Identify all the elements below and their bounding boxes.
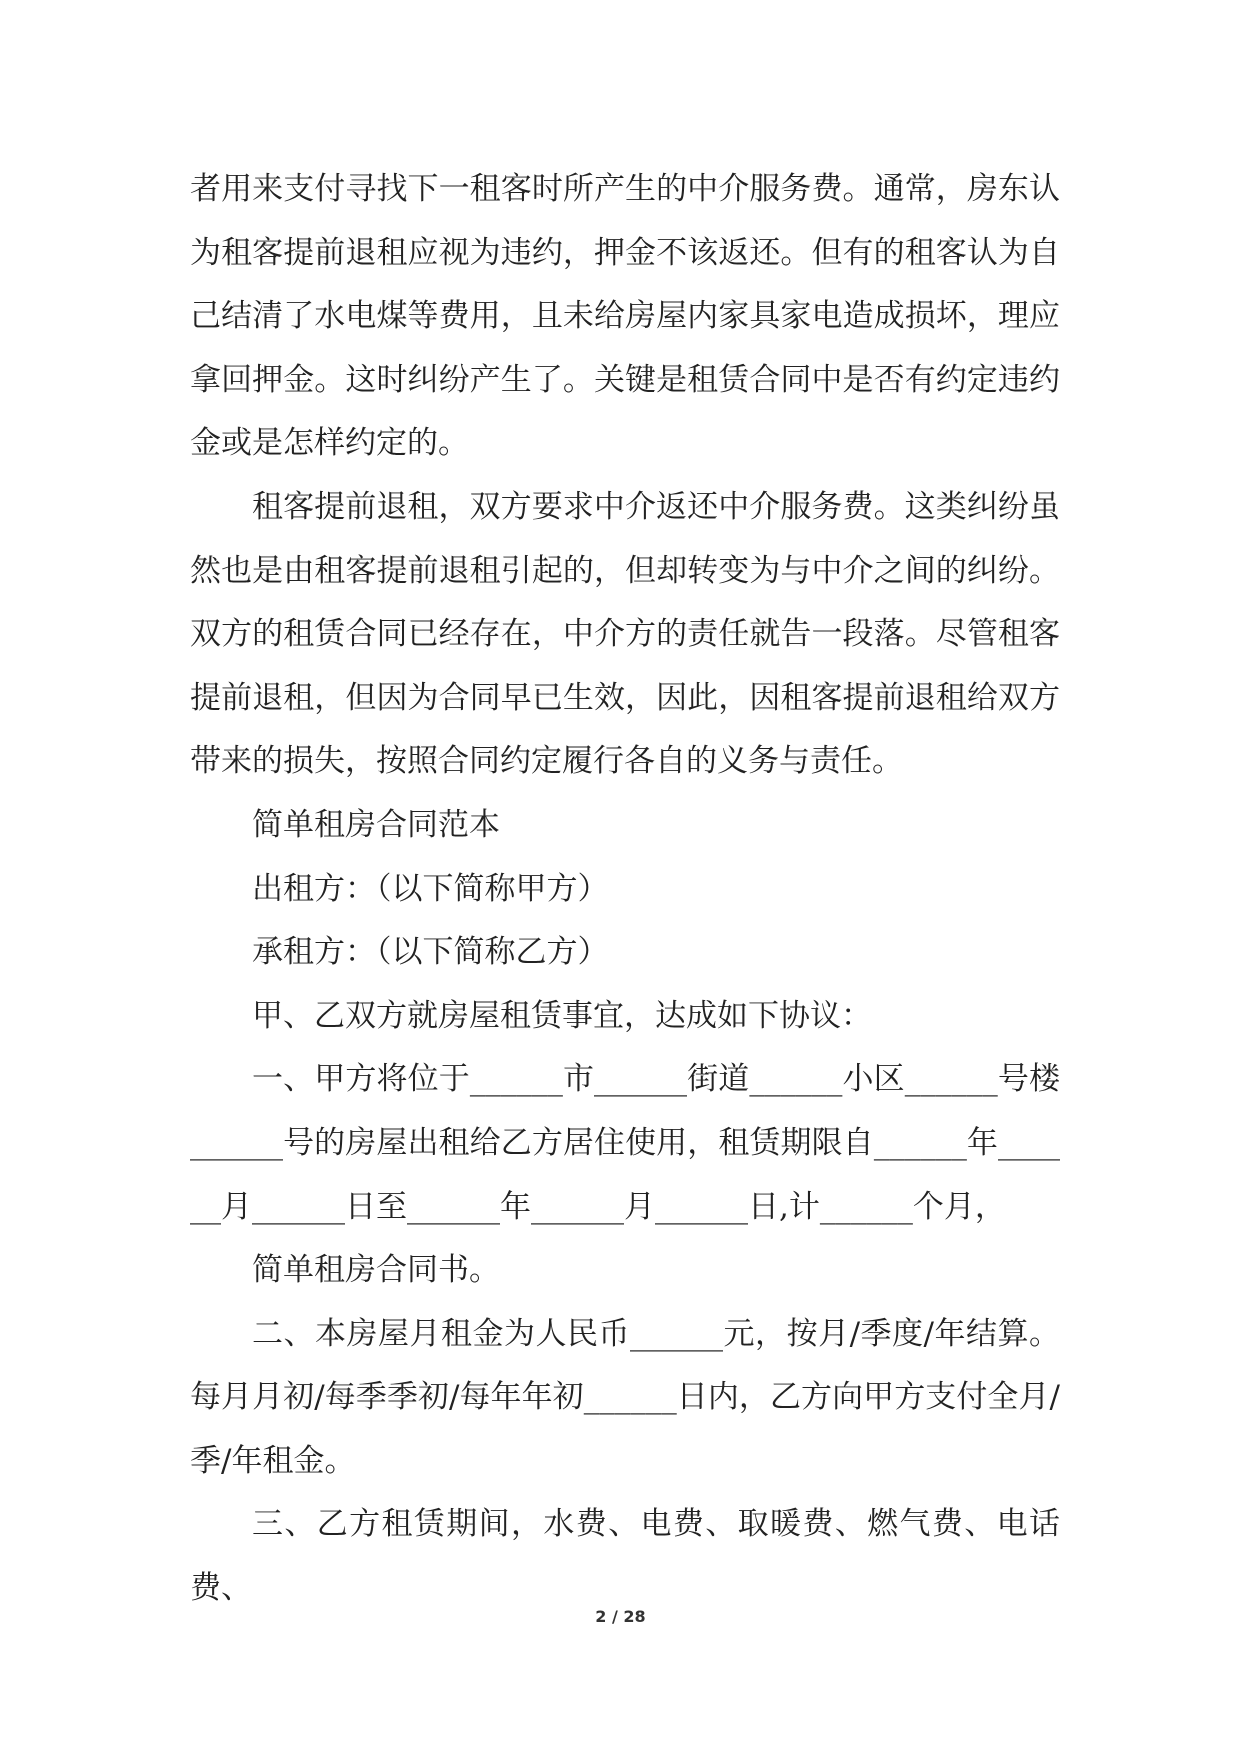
clause-one: 一、甲方将位于______市______街道______小区______号楼______号的房屋出租给乙方居住使用，租赁期限自______年______月______日至______年______月______日,计______个月， <box>190 1061 1060 1225</box>
paragraph-deposit-dispute: 者用来支付寻找下一租客时所产生的中介服务费。通常，房东认为租客提前退租应视为违约，押金不该返还。但有的租客认为自己结清了水电煤等费用，且未给房屋内家具家电造成损坏，理应拿回押金。这时纠纷产生了。关键是租赁合同中是否有约定违约金或是怎样约定的。 <box>190 171 1060 462</box>
paragraph-agency-fee-dispute: 租客提前退租，双方要求中介返还中介服务费。这类纠纷虽然也是由租客提前退租引起的，但却转变为与中介之间的纠纷。双方的租赁合同已经存在，中介方的责任就告一段落。尽管租客提前退租，但因为合同早已生效，因此，因租客提前退租给双方带来的损失，按照合同约定履行各自的义务与责任。 <box>190 488 1060 780</box>
clause-three: 三、乙方租赁期间，水费、电费、取暖费、燃气费、电话费、 <box>190 1506 1060 1607</box>
body-text <box>190 158 1060 1621</box>
agreement-intro: 甲、乙双方就房屋租赁事宜，达成如下协议： <box>252 997 872 1034</box>
page-number: 2 / 28 <box>595 1607 646 1626</box>
lessee-line: 承租方：（以下简称乙方） <box>252 934 609 971</box>
clause-two: 二、本房屋月租金为人民币______元，按月/季度/年结算。每月月初/每季季初/每年年初______日内，乙方向甲方支付全月/季/年租金。 <box>190 1315 1060 1479</box>
contract-book-line: 简单租房合同书。 <box>252 1252 500 1289</box>
lessor-line: 出租方：（以下简称甲方） <box>252 870 609 907</box>
contract-template-heading: 简单租房合同范本 <box>252 806 500 843</box>
